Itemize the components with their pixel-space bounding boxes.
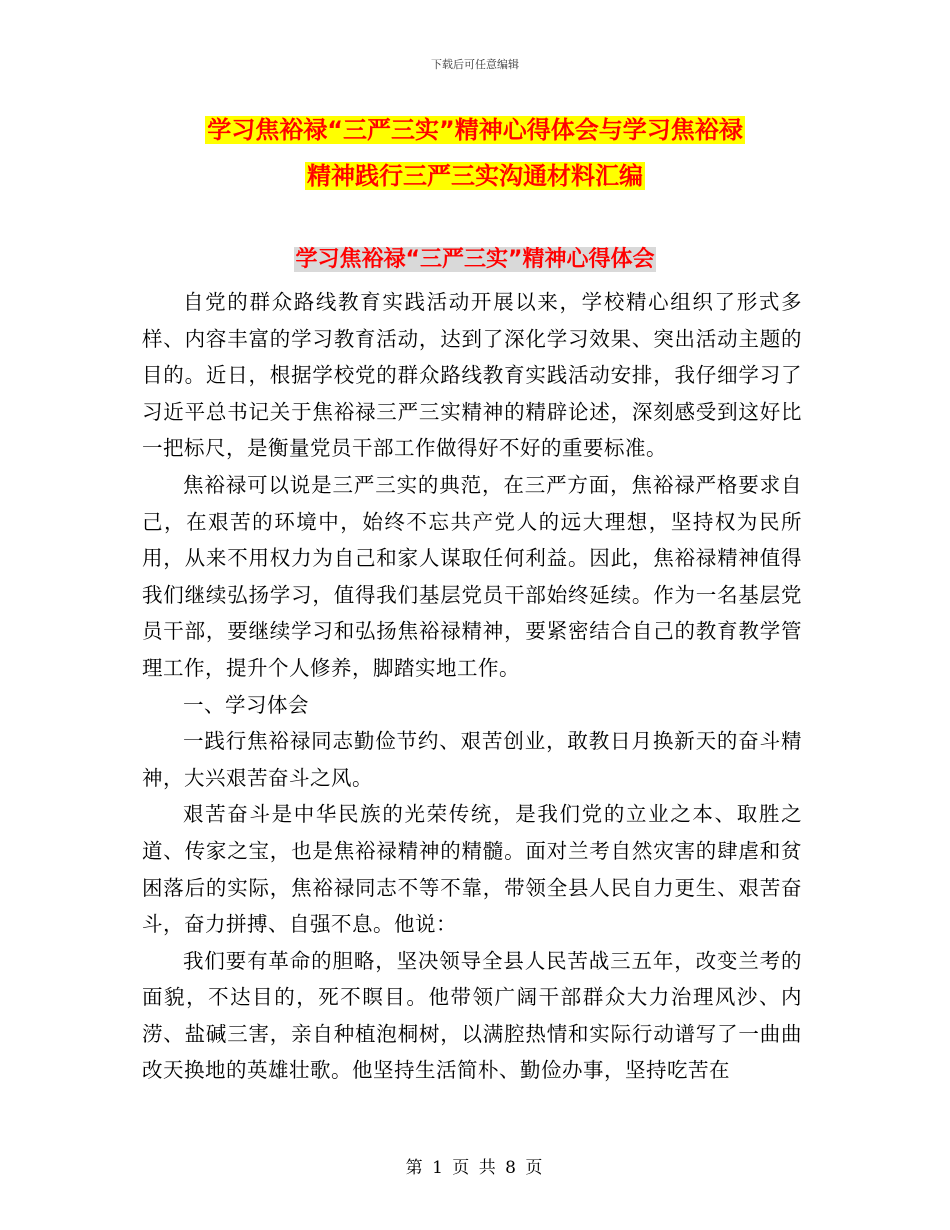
header-note: 下载后可任意编辑 xyxy=(431,58,519,71)
document-title-line-2 xyxy=(0,159,950,193)
document-title-line-1-text: 学习焦裕禄“三严三实”精神心得体会与学习焦裕禄 xyxy=(207,116,743,144)
paragraph-subheading: 一、学习体会 xyxy=(183,692,309,717)
document-title-line-2-text: 精神践行三严三实沟通材料汇编 xyxy=(307,162,643,190)
paragraph: 艰苦奋斗是中华民族的光荣传统，是我们党的立业之本、取胜之道、传家之宝，也是焦裕禄精神的精髓。面对兰考自然灾害的肆虐和贫困落后的实际，焦裕禄同志不等不靠，带领全县人民自力更生、艰苦奋斗，奋力拼搏、自强不息。他说： xyxy=(142,802,802,937)
page-number-footer: 第 1 页 共 8 页 xyxy=(405,1158,545,1178)
paragraph: 一践行焦裕禄同志勤俭节约、艰苦创业，敢教日月换新天的奋斗精神，大兴艰苦奋斗之风。 xyxy=(142,729,802,790)
body-text xyxy=(142,284,802,1089)
paragraph: 焦裕禄可以说是三严三实的典范，在三严方面，焦裕禄严格要求自己，在艰苦的环境中，始终不忘共产党人的远大理想，坚持权为民所用，从来不用权力为自己和家人谋取任何利益。因此，焦裕禄精神值得我们继续弘扬学习，值得我们基层党员干部始终延续。作为一名基层党员干部，要继续学习和弘扬焦裕禄精神，要紧密结合自己的教育教学管理工作，提升个人修养，脚踏实地工作。 xyxy=(142,472,802,680)
paragraph: 我们要有革命的胆略，坚决领导全县人民苦战三五年，改变兰考的面貌，不达目的，死不瞑目。他带领广阔干部群众大力治理风沙、内涝、盐碱三害，亲自种植泡桐树，以满腔热情和实际行动谱写了一曲曲改天换地的英雄壮歌。他坚持生活简朴、勤俭办事，坚持吃苦在 xyxy=(142,948,802,1083)
paragraph: 自党的群众路线教育实践活动开展以来，学校精心组织了形式多样、内容丰富的学习教育活动，达到了深化学习效果、突出活动主题的目的。近日，根据学校党的群众路线教育实践活动安排，我仔细学习了习近平总书记关于焦裕禄三严三实精神的精辟论述，深刻感受到这好比一把标尺，是衡量党员干部工作做得好不好的重要标准。 xyxy=(142,290,802,461)
document-title-line-1 xyxy=(0,113,950,147)
section-heading-text: 学习焦裕禄“三严三实”精神心得体会 xyxy=(295,247,655,272)
section-heading xyxy=(0,244,950,276)
